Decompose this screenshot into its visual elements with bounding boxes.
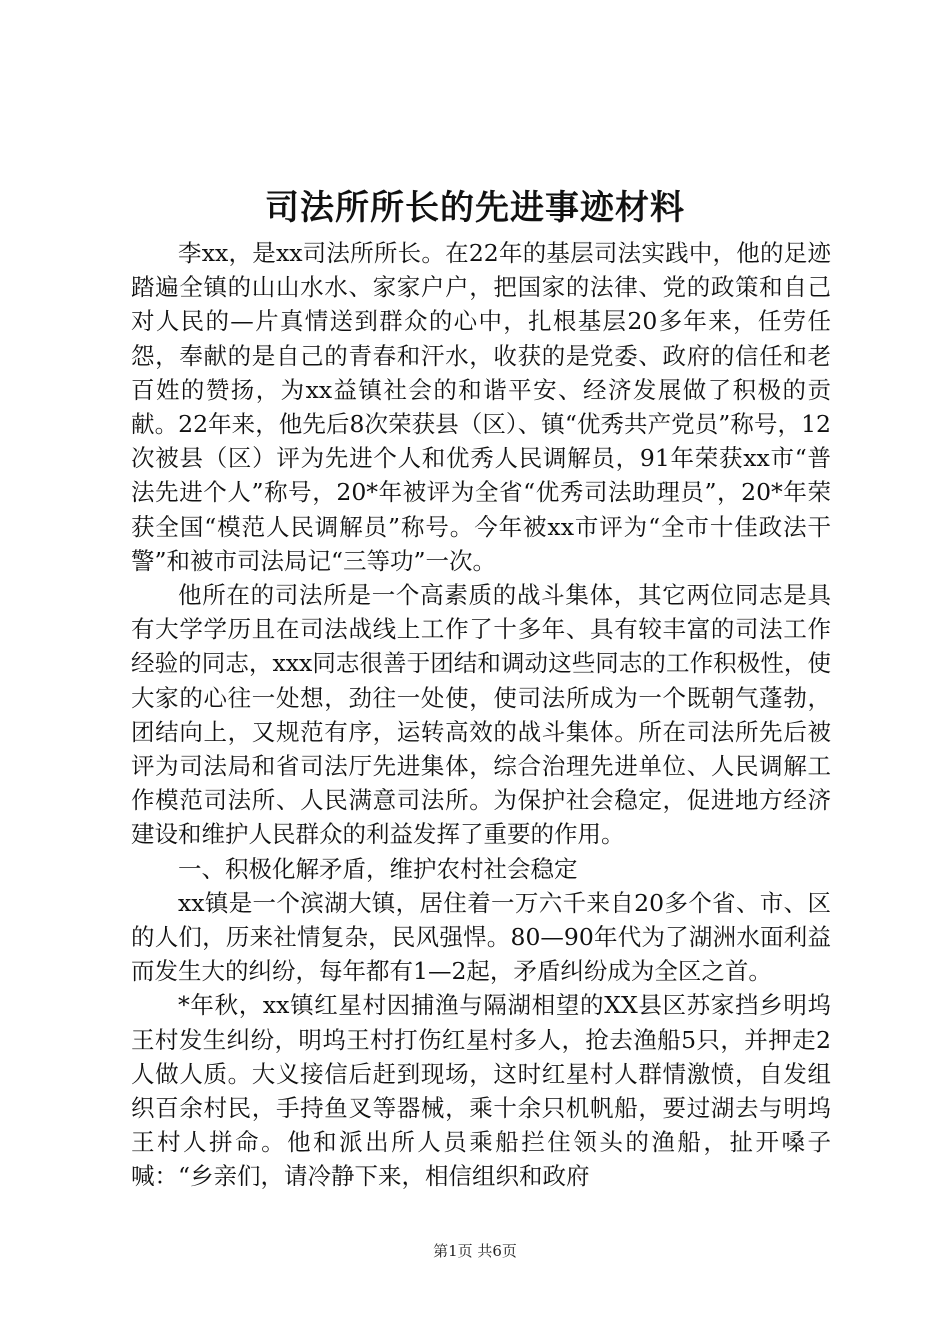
- body-paragraph: xx镇是一个滨湖大镇，居住着一万六千来自20多个省、市、区的人们，历来社情复杂，民风强悍。80—90年代为了湖洲水面利益而发生大的纠纷，每年都有1—2起，矛盾纠纷成为全区之首。: [131, 888, 831, 986]
- body-paragraph: 他所在的司法所是一个高素质的战斗集体，其它两位同志是具有大学学历且在司法战线上工作了十多年、具有较丰富的司法工作经验的同志，xxx同志很善于团结和调动这些同志的工作积极性，使大家的心往一处想，劲往一处使，使司法所成为一个既朝气蓬勃，团结向上，又规范有序，运转高效的战斗集体。所在司法所先后被评为司法局和省司法厅先进集体，综合治理先进单位、人民调解工作模范司法所、人民满意司法所。为保护社会稳定，促进地方经济建设和维护人民群众的利益发挥了重要的作用。: [131, 581, 831, 849]
- page-number-footer: 第1页 共6页: [433, 1242, 517, 1260]
- document-body: [131, 236, 831, 1194]
- section-heading: 一、积极化解矛盾，维护农村社会稳定: [178, 854, 578, 883]
- body-paragraph: 李xx，是xx司法所所长。在22年的基层司法实践中，他的足迹踏遍全镇的山山水水、家家户户，把国家的法律、党的政策和自己对人民的—片真情送到群众的心中，扎根基层20多年来，任劳任怨，奉献的是自己的青春和汗水，收获的是党委、政府的信任和老百姓的赞扬，为xx益镇社会的和谐平安、经济发展做了积极的贡献。22年来，他先后8次荣获县（区）、镇“优秀共产党员”称号，12次被县（区）评为先进个人和优秀人民调解员，91年荣获xx市“普法先进个人”称号，20*年被评为全省“优秀司法助理员”，20*年荣获全国“模范人民调解员”称号。今年被xx市评为“全市十佳政法干警”和被市司法局记“三等功”一次。: [131, 239, 831, 575]
- body-paragraph: *年秋，xx镇红星村因捕渔与隔湖相望的XX县区苏家挡乡明坞王村发生纠纷，明坞王村打伤红星村多人，抢去渔船5只，并押走2人做人质。大义接信后赶到现场，这时红星村人群情激愤，自发组织百余村民，手持鱼叉等器械，乘十余只机帆船，要过湖去与明坞王村人拼命。他和派出所人员乘船拦住领头的渔船，扯开嗓子喊：“乡亲们，请冷静下来，相信组织和政府: [131, 991, 831, 1191]
- document-title: 司法所所长的先进事迹材料: [265, 188, 685, 228]
